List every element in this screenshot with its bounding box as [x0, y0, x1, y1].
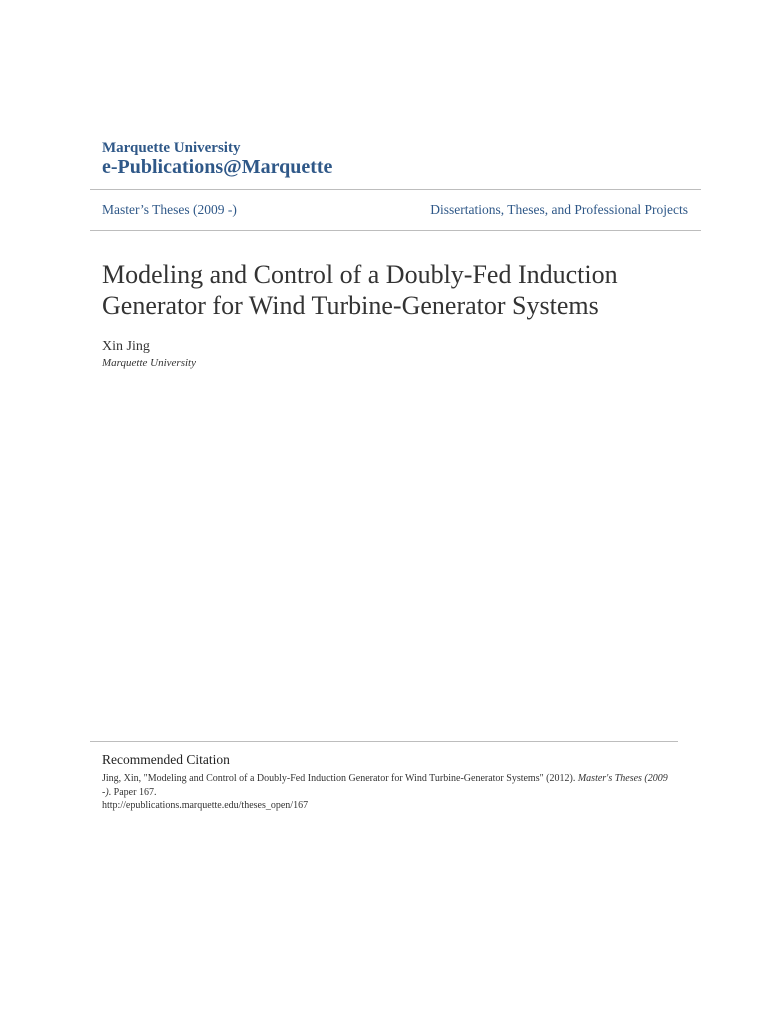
citation-heading: Recommended Citation	[102, 752, 230, 767]
citation-text	[102, 772, 677, 813]
university-name[interactable]: Marquette University	[102, 140, 241, 156]
citation-paper: . Paper 167.	[108, 786, 157, 798]
masters-theses-link[interactable]: Master’s Theses (2009 -)	[102, 202, 237, 217]
citation-divider	[90, 741, 678, 742]
title-line-2: Generator for Wind Turbine-Generator Systems	[102, 291, 599, 320]
citation-series: Master's Theses (2009 -)	[102, 773, 668, 798]
citation-main: Jing, Xin, "Modeling and Control of a Doubly-Fed Induction Generator for Wind Turbine-Generator Systems" (2012).	[102, 773, 578, 784]
author-affiliation: Marquette University	[102, 357, 196, 369]
header-divider-top	[90, 189, 701, 190]
citation-url[interactable]: http://epublications.marquette.edu/theses_open/167	[102, 800, 309, 811]
repository-name[interactable]: e-Publications@Marquette	[102, 156, 333, 178]
document-title	[102, 259, 702, 321]
author-name: Xin Jing	[102, 339, 150, 354]
repository-header	[102, 140, 332, 178]
title-line-1: Modeling and Control of a Doubly-Fed Induction	[102, 260, 618, 289]
dissertations-link[interactable]: Dissertations, Theses, and Professional Projects	[430, 202, 688, 217]
header-divider-bottom	[90, 230, 701, 231]
